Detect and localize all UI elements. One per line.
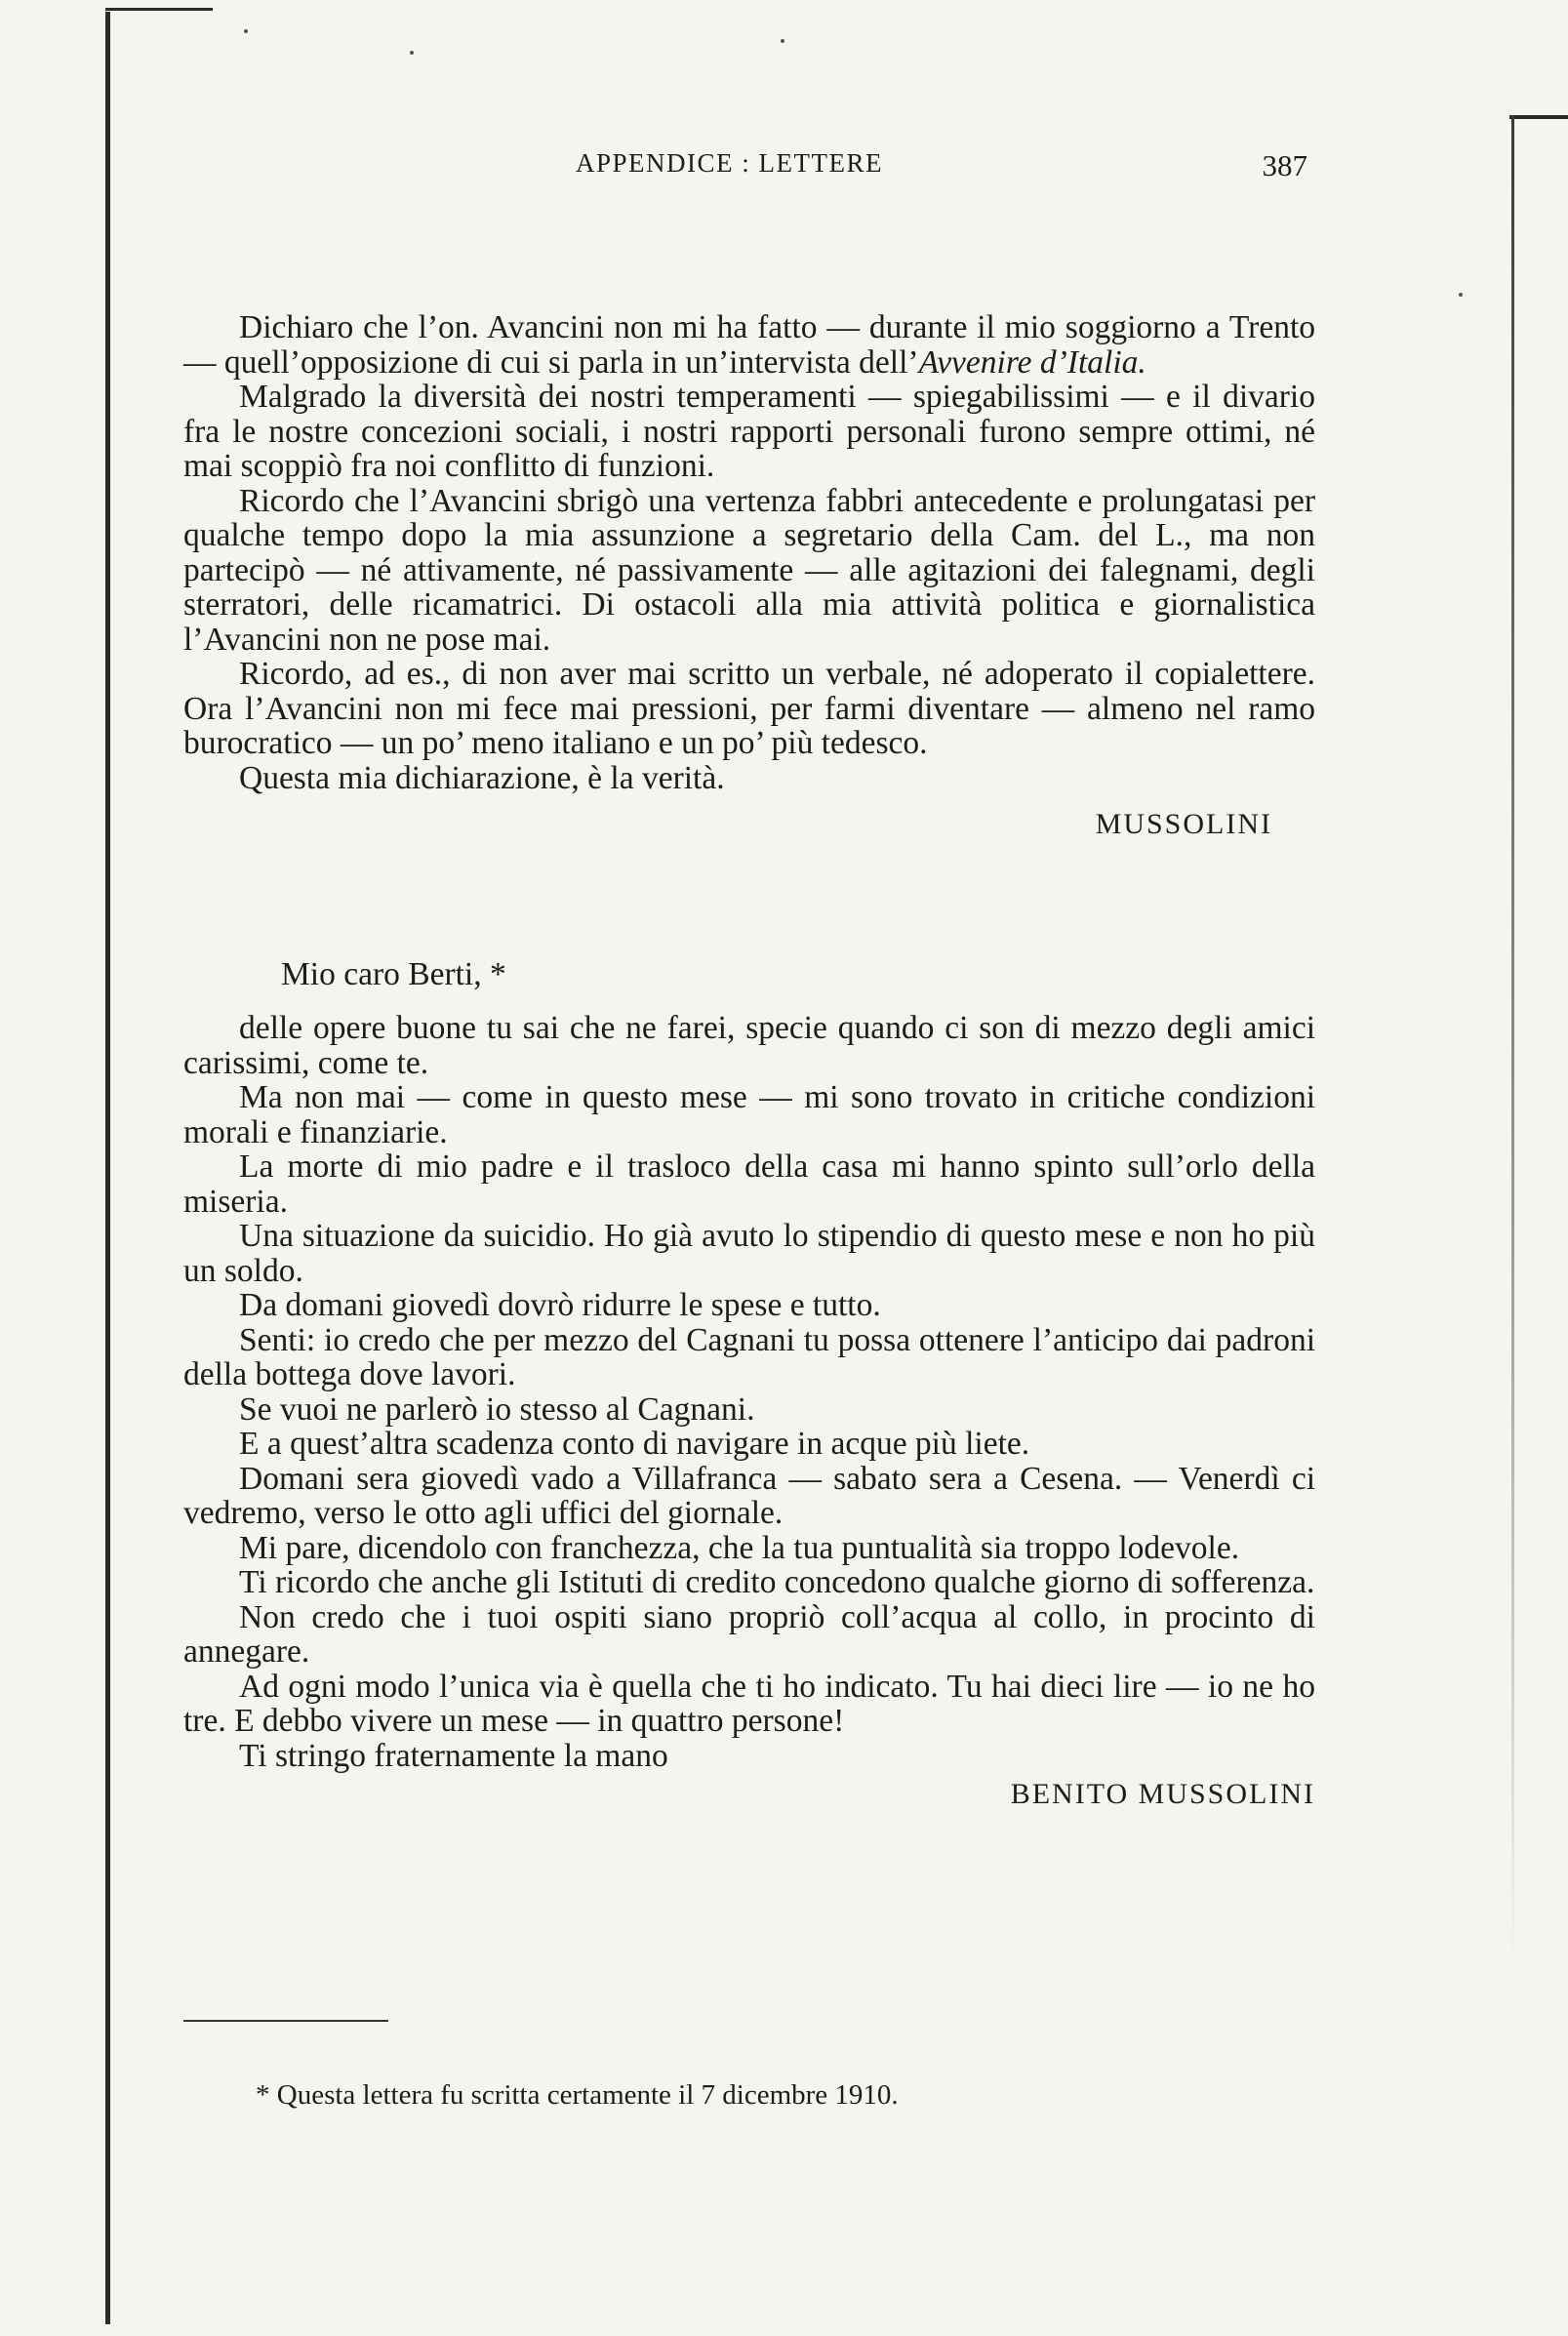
paragraph: Non credo che i tuoi ospiti siano propriò coll’acqua al collo, in procinto di annegare.: [183, 1598, 1315, 1670]
signature: BENITO MUSSOLINI: [1010, 1778, 1315, 1810]
page-right-edge-shadow: [1509, 115, 1568, 119]
paragraph: Ti ricordo che anche gli Istituti di credito concedono qualche giorno di sofferenza.: [239, 1564, 1315, 1600]
paragraph: delle opere buone tu sai che ne farei, specie quando ci son di mezzo degli amici carissimi, come te.: [183, 1010, 1315, 1081]
paragraph: Dichiaro che l’on. Avancini non mi ha fatto — durante il mio soggiorno a Trento — quell’opposizione di cui si parla in un’intervista dell’Avvenire d’Italia.: [183, 309, 1315, 381]
letter-declaration: [183, 310, 1315, 842]
paragraph: Ad ogni modo l’unica via è quella che ti ho indicato. Tu hai dieci lire — io ne ho tre. E debbo vivere un mese — in quattro persone!: [183, 1668, 1315, 1739]
paragraph: E a quest’altra scadenza conto di navigare in acque più liete.: [239, 1426, 1030, 1462]
page-top-edge-shadow: [105, 8, 213, 11]
signature: MUSSOLINI: [1095, 808, 1272, 840]
running-head: APPENDICE : LETTERE: [576, 148, 883, 178]
paragraph: Questa mia dichiarazione, è la verità.: [239, 759, 725, 796]
scan-speck: [244, 29, 248, 33]
footnote-rule: [183, 2020, 388, 2022]
paragraph: La morte di mio padre e il trasloco della casa mi hanno spinto sull’orlo della miseria.: [183, 1148, 1315, 1220]
letter-to-berti: [183, 957, 1315, 1812]
scan-speck: [1459, 293, 1463, 297]
salutation: Mio caro Berti, *: [281, 955, 506, 992]
scan-speck: [410, 51, 414, 55]
paragraph: Ricordo che l’Avancini sbrigò una vertenza fabbri antecedente e prolungatasi per qualche tempo dopo la mia assunzione a segretario della Cam. del L., ma non partecipò — né attivamente, né passivamente — alle agitazioni dei falegnami, degli sterratori, delle ricamatrici. Di ostacoli alla mia attività politica e giornalistica l’Avancini non ne pose mai.: [183, 482, 1315, 658]
paragraph: Senti: io credo che per mezzo del Cagnani tu possa ottenere l’anticipo dai padroni della bottega dove lavori.: [183, 1321, 1315, 1392]
scan-speck: [781, 39, 784, 43]
page-number: 387: [1262, 148, 1307, 182]
paragraph: Mi pare, dicendolo con franchezza, che la tua puntualità sia troppo lodevole.: [239, 1529, 1240, 1566]
paragraph: Una situazione da suicidio. Ho già avuto lo stipendio di questo mese e non ho più un soldo.: [183, 1218, 1315, 1289]
paragraph: Da domani giovedì dovrò ridurre le spese e tutto.: [239, 1287, 881, 1323]
page-left-edge-shadow: [105, 12, 110, 2324]
page-header: [576, 148, 1307, 197]
paragraph: Malgrado la diversità dei nostri temperamenti — spiegabilissimi — e il divario fra le nostre concezioni sociali, i nostri rapporti personali furono sempre ottimi, né mai scoppiò fra noi conflitto di funzioni.: [183, 379, 1315, 484]
paragraph: Se vuoi ne parlerò io stesso al Cagnani.: [239, 1390, 755, 1428]
main-text: [183, 310, 1315, 1812]
paragraph: Ti stringo fraternamente la mano: [239, 1737, 668, 1774]
paragraph: Domani sera giovedì vado a Villafranca — sabato sera a Cesena. — Venerdì ci vedremo, verso le otto agli uffici del giornale.: [183, 1460, 1315, 1531]
paragraph: Ma non mai — come in questo mese — mi sono trovato in critiche condizioni morali e finanziarie.: [183, 1079, 1315, 1150]
page-right-edge-line: [1511, 115, 1514, 1969]
footnote: * Questa lettera fu scritta certamente il 7 dicembre 1910.: [256, 2079, 899, 2111]
paragraph: Ricordo, ad es., di non aver mai scritto un verbale, né adoperato il copialettere. Ora l’Avancini non mi fece mai pressioni, per farmi diventare — almeno nel ramo burocratico — un po’ meno italiano e un po’ più tedesco.: [183, 656, 1315, 761]
